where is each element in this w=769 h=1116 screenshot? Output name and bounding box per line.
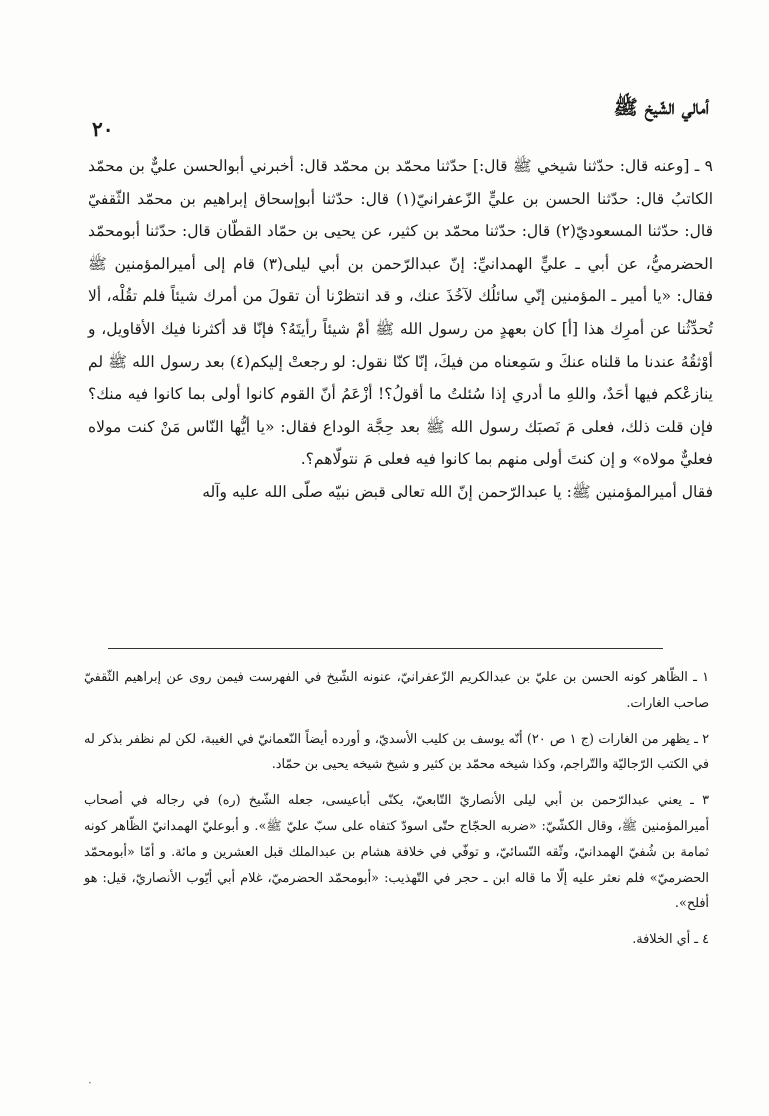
- footnote: ٢ ـ يظهر من الغارات (ج ١ ص ٢٠) أنّه يوسف بن كليب الأسديّ، و أورده أيضاً النّعمانيّ في الغيبة، لكن لم نظفر بذكر له في الكتب الرّجاليّة والتّراجم، وكذا شيخه محمّد بن كثير و شيخ شيخه يحيى بن حمّاد.: [84, 731, 710, 773]
- footnote: ١ ـ الظّاهر كونه الحسن بن عليّ بن عبدالكريم الزّعفرانيّ، عنونه الشّيخ في الفهرست فيمن روى عن إبراهيم الثّقفيّ صاحب الغارات.: [84, 670, 709, 711]
- footnote: ٤ ـ أي الخلافة.: [632, 932, 709, 948]
- scan-speck: ·: [88, 1076, 92, 1090]
- main-paragraph: فقال أميرالمؤمنين ﷺ: يا عبدالرّحمن إنّ الله تعالى قبض نبيّه صلّى الله عليه وآله: [202, 482, 713, 501]
- footnote: ٣ ـ يعني عبدالرّحمن بن أبي ليلى الأنصاريّ التّابعيّ، يكنّى أباعيسى، جعله الشّيخ (ره) في رجاله في أصحاب أميرالمؤمنين ﷺ، وقال الكشّيّ: «ضربه الحجّاج حتّى اسودّ كتفاه على سبّ عليّ ﷺ». و أبوعليّ الهمدانيّ الظّاهر كونه ثمامة بن شُفيّ الهمدانيّ، وثّقه النّسائيّ، و توفّي في خلافة هشام بن عبدالملك قبل العشرين و مائة. و أمّا «أبومحمّد الحضرميّ» فلم نعثر عليه إلّا ما قاله ابن ـ حجر في التّهذيب: «أبومحمّد الحضرميّ، غلام أبي أيّوب الأنصاريّ، قيل: هو أفلح».: [84, 793, 709, 912]
- running-title: أمالي الشّيخ ﷺ: [613, 95, 709, 119]
- main-text: [88, 150, 713, 509]
- footnotes: [84, 665, 709, 963]
- page-number: ٢٠: [92, 117, 114, 141]
- footnote-divider: [108, 648, 663, 649]
- main-paragraph: ٩ ـ [وعنه قال: حدّثنا شيخي ﷺ قال:] حدّثنا محمّد بن محمّد قال: أخبرني أبوالحسن عليٌّ بن محمّد الكاتبُ قال: حدّثنا الحسن بن عليٍّ الزّعفرانيّ(١) قال: حدّثنا أبوإسحاق إبراهيم بن محمّد الثّقفيّ قال: حدّثنا المسعوديّ(٢) قال: حدّثنا محمّد بن كثير، عن يحيى بن حمّاد القطّان قال: حدّثنا أبومحمّد الحضرميُّ، عن أبي ـ عليٍّ الهمدانيِّ: إنّ عبدالرّحمن بن أبي ليلى(٣) قام إلى أميرالمؤمنين ﷺ فقال: «يا أمير ـ المؤمنين إنّي سائلُك لآخُذَ عنك، و قد انتظرْنا أن تقولَ من أمرك شيئاً فلم تقُلْه، ألا تُحدِّثُنا عن أمرِك هذا [أ] كان بعهدٍ من رسول الله ﷺ أمْ شيئاً رأيتَهُ؟ فإنّا قد أكثرنا فيك الأقاويل، و أوْثقُهُ عندنا ما قلناه عنكَ و سَمِعناه من فيكَ، إنّا كنّا نقول: لو رجعتْ إليكم(٤) بعد رسول الله ﷺ لم ينازعْكم فيها أحَدٌ، واللهِ ما أدري إذا سُئلتُ ما أقولُ؟! أزْعَمُ أنّ القوم كانوا أولى بما كانوا فيه منك؟ فإن قلت ذلك، فعلى مَ نَصبَك رسول الله ﷺ بعد حِجَّة الوداع فقال: «يا أيُّها النّاس مَنْ كنت مولاه فعليٌّ مولاه» و إن كنتَ أولى منهم بما كانوا فيه فعلى مَ نتولّاهم؟.: [88, 157, 714, 469]
